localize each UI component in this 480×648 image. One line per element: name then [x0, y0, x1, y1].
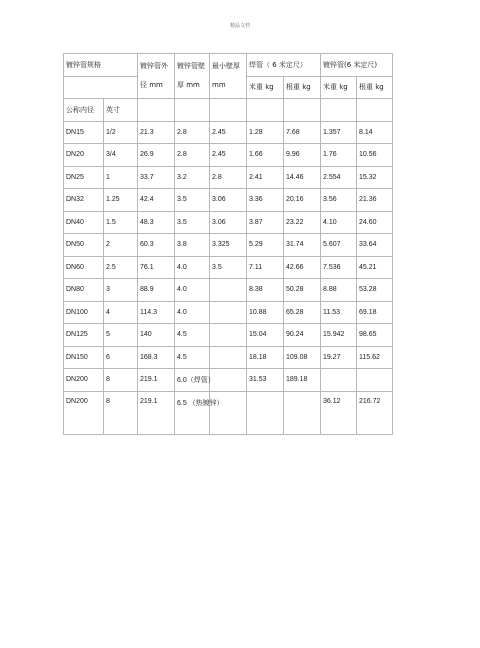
galv-meter-weight-cell: 4.10 — [321, 211, 357, 234]
welded-bundle-weight-cell: 31.74 — [284, 234, 321, 257]
wall-thickness-header-line1: 镀锌管壁 — [177, 62, 205, 70]
inch-cell: 8 — [104, 391, 138, 434]
table-row — [64, 211, 393, 234]
outer-diameter-cell: 168.3 — [138, 346, 175, 369]
galv-meter-weight-cell: 1.357 — [321, 121, 357, 144]
nominal-diameter-cell: DN20 — [64, 144, 104, 167]
inch-header: 英寸 — [104, 99, 138, 122]
welded-meter-weight-cell: 18.18 — [247, 346, 284, 369]
min-wall-cell: 2.45 — [210, 121, 247, 144]
nominal-diameter-cell: DN40 — [64, 211, 104, 234]
page-header: 精品文档 — [229, 23, 250, 29]
inch-cell: 6 — [104, 346, 138, 369]
galv-meter-weight-cell: 7.536 — [321, 256, 357, 279]
outer-diameter-cell: 219.1 — [138, 369, 175, 392]
min-wall-cell — [210, 391, 247, 434]
table-row — [64, 189, 393, 212]
min-wall-cell: 3.06 — [210, 189, 247, 212]
welded-meter-weight-cell: 10.88 — [247, 301, 284, 324]
galv-bundle-weight-cell: 8.14 — [357, 121, 393, 144]
inch-cell: 1.5 — [104, 211, 138, 234]
galv-meter-weight-header: 米重 kg — [321, 76, 357, 99]
welded-bundle-weight-cell: 90.24 — [284, 324, 321, 347]
welded-bundle-weight-cell: 189.18 — [284, 369, 321, 392]
welded-bundle-weight-cell: 9.96 — [284, 144, 321, 167]
galv-bundle-weight-cell: 115.62 — [357, 346, 393, 369]
galv-meter-weight-cell — [321, 369, 357, 392]
outer-diameter-header-line1: 镀锌管外 — [140, 62, 168, 70]
outer-diameter-header-line2: 径 mm — [140, 81, 163, 89]
welded-bundle-weight-cell: 42.66 — [284, 256, 321, 279]
welded-meter-weight-cell: 3.87 — [247, 211, 284, 234]
min-wall-header-line2: mm — [212, 81, 226, 89]
inch-cell: 1 — [104, 166, 138, 189]
wall-thickness-cell: 3.2 — [175, 166, 210, 189]
galv-bundle-weight-cell — [357, 369, 393, 392]
inch-cell: 1/2 — [104, 121, 138, 144]
inch-cell: 4 — [104, 301, 138, 324]
outer-diameter-cell: 60.3 — [138, 234, 175, 257]
galv-bundle-weight-cell: 53.28 — [357, 279, 393, 302]
min-wall-cell: 2.8 — [210, 166, 247, 189]
spec-header: 镀锌管规格 — [64, 54, 138, 77]
welded-bundle-weight-cell: 50.28 — [284, 279, 321, 302]
table-row — [64, 166, 393, 189]
wall-thickness-cell: 4.0 — [175, 256, 210, 279]
pipe-spec-table — [63, 53, 393, 435]
welded-meter-weight-cell: 5.29 — [247, 234, 284, 257]
welded-bundle-weight-cell: 65.28 — [284, 301, 321, 324]
min-wall-cell: 2.45 — [210, 144, 247, 167]
wall-thickness-cell: 4.0 — [175, 279, 210, 302]
outer-diameter-cell: 33.7 — [138, 166, 175, 189]
welded-meter-weight-cell: 8.38 — [247, 279, 284, 302]
galv-bundle-weight-cell: 10.56 — [357, 144, 393, 167]
wall-thickness-cell: 4.5 — [175, 324, 210, 347]
min-wall-cell: 3.325 — [210, 234, 247, 257]
nominal-diameter-cell: DN100 — [64, 301, 104, 324]
outer-diameter-cell: 42.4 — [138, 189, 175, 212]
spec-header-blank — [64, 76, 138, 99]
table-row — [64, 369, 393, 392]
galv-bundle-weight-cell: 98.65 — [357, 324, 393, 347]
min-wall-cell — [210, 346, 247, 369]
header-row-3 — [64, 99, 393, 122]
galv-bundle-weight-cell: 33.64 — [357, 234, 393, 257]
welded-pipe-header: 焊管（ 6 米定尺） — [247, 54, 321, 77]
welded-meter-weight-cell: 1.28 — [247, 121, 284, 144]
wall-thickness-cell: 2.8 — [175, 144, 210, 167]
wall-thickness-cell: 2.8 — [175, 121, 210, 144]
welded-meter-weight-cell: 2.41 — [247, 166, 284, 189]
galv-bundle-weight-cell: 24.60 — [357, 211, 393, 234]
inch-cell: 1.25 — [104, 189, 138, 212]
welded-bundle-weight-cell — [284, 391, 321, 434]
table-row — [64, 346, 393, 369]
table-row — [64, 144, 393, 167]
galv-meter-weight-cell: 11.53 — [321, 301, 357, 324]
nominal-diameter-cell: DN60 — [64, 256, 104, 279]
welded-bundle-weight-header: 根重 kg — [284, 76, 321, 99]
table-row — [64, 301, 393, 324]
galv-bundle-weight-cell: 216.72 — [357, 391, 393, 434]
min-wall-cell — [210, 279, 247, 302]
galv-meter-weight-cell: 15.942 — [321, 324, 357, 347]
welded-meter-weight-cell: 7.11 — [247, 256, 284, 279]
wall-thickness-header-line2: 厚 mm — [177, 81, 200, 89]
wall-thickness-cell: 6.0（焊管） — [175, 369, 210, 392]
inch-cell: 2.5 — [104, 256, 138, 279]
table-row — [64, 121, 393, 144]
welded-bundle-weight-cell: 7.68 — [284, 121, 321, 144]
galv-meter-weight-cell: 5.607 — [321, 234, 357, 257]
galv-meter-weight-cell: 8.88 — [321, 279, 357, 302]
welded-meter-weight-cell: 15.04 — [247, 324, 284, 347]
nominal-diameter-cell: DN200 — [64, 369, 104, 392]
welded-meter-weight-cell: 1.66 — [247, 144, 284, 167]
min-wall-cell — [210, 301, 247, 324]
outer-diameter-header — [138, 54, 175, 99]
galv-meter-weight-cell: 19.27 — [321, 346, 357, 369]
outer-diameter-cell: 48.3 — [138, 211, 175, 234]
welded-meter-weight-cell — [247, 391, 284, 434]
table-row — [64, 391, 393, 434]
wall-thickness-cell: 6.5 （热镀锌） — [175, 391, 210, 434]
inch-cell: 5 — [104, 324, 138, 347]
outer-diameter-cell: 114.3 — [138, 301, 175, 324]
outer-diameter-cell: 88.9 — [138, 279, 175, 302]
inch-cell: 8 — [104, 369, 138, 392]
galv-meter-weight-cell: 3.56 — [321, 189, 357, 212]
welded-meter-weight-header: 米重 kg — [247, 76, 284, 99]
nominal-diameter-cell: DN15 — [64, 121, 104, 144]
nominal-diameter-header: 公称内径 — [64, 99, 104, 122]
galv-meter-weight-cell: 2.554 — [321, 166, 357, 189]
galv-bundle-weight-cell: 21.36 — [357, 189, 393, 212]
welded-bundle-weight-cell: 14.46 — [284, 166, 321, 189]
nominal-diameter-cell: DN200 — [64, 391, 104, 434]
galv-bundle-weight-header: 根重 kg — [357, 76, 393, 99]
welded-bundle-weight-cell: 109.08 — [284, 346, 321, 369]
nominal-diameter-cell: DN50 — [64, 234, 104, 257]
inch-cell: 3/4 — [104, 144, 138, 167]
table-row — [64, 256, 393, 279]
welded-bundle-weight-cell: 20.16 — [284, 189, 321, 212]
outer-diameter-cell: 76.1 — [138, 256, 175, 279]
min-wall-cell — [210, 369, 247, 392]
outer-diameter-cell: 21.3 — [138, 121, 175, 144]
header-row-1 — [64, 54, 393, 77]
min-wall-cell — [210, 324, 247, 347]
outer-diameter-cell: 26.9 — [138, 144, 175, 167]
inch-cell: 3 — [104, 279, 138, 302]
galv-bundle-weight-cell: 69.18 — [357, 301, 393, 324]
outer-diameter-cell: 219.1 — [138, 391, 175, 434]
galvanized-pipe-header: 镀锌管(6 米定尺) — [321, 54, 393, 77]
nominal-diameter-cell: DN150 — [64, 346, 104, 369]
min-wall-cell: 3.5 — [210, 256, 247, 279]
galv-meter-weight-cell: 36.12 — [321, 391, 357, 434]
nominal-diameter-cell: DN125 — [64, 324, 104, 347]
nominal-diameter-cell: DN80 — [64, 279, 104, 302]
table-row — [64, 279, 393, 302]
wall-thickness-cell: 3.8 — [175, 234, 210, 257]
min-wall-header-line1: 最小壁厚 — [212, 62, 240, 70]
table-body — [64, 121, 393, 434]
min-wall-cell: 3.06 — [210, 211, 247, 234]
wall-thickness-header — [175, 54, 210, 99]
welded-meter-weight-cell: 3.36 — [247, 189, 284, 212]
galv-bundle-weight-cell: 45.21 — [357, 256, 393, 279]
nominal-diameter-cell: DN32 — [64, 189, 104, 212]
welded-meter-weight-cell: 31.53 — [247, 369, 284, 392]
wall-thickness-cell: 3.5 — [175, 189, 210, 212]
table-row — [64, 234, 393, 257]
galv-bundle-weight-cell: 15.32 — [357, 166, 393, 189]
outer-diameter-cell: 140 — [138, 324, 175, 347]
galv-meter-weight-cell: 1.76 — [321, 144, 357, 167]
welded-bundle-weight-cell: 23.22 — [284, 211, 321, 234]
wall-thickness-cell: 3.5 — [175, 211, 210, 234]
min-wall-header — [210, 54, 247, 99]
wall-thickness-cell: 4.5 — [175, 346, 210, 369]
wall-thickness-cell: 4.0 — [175, 301, 210, 324]
inch-cell: 2 — [104, 234, 138, 257]
nominal-diameter-cell: DN25 — [64, 166, 104, 189]
table-row — [64, 324, 393, 347]
